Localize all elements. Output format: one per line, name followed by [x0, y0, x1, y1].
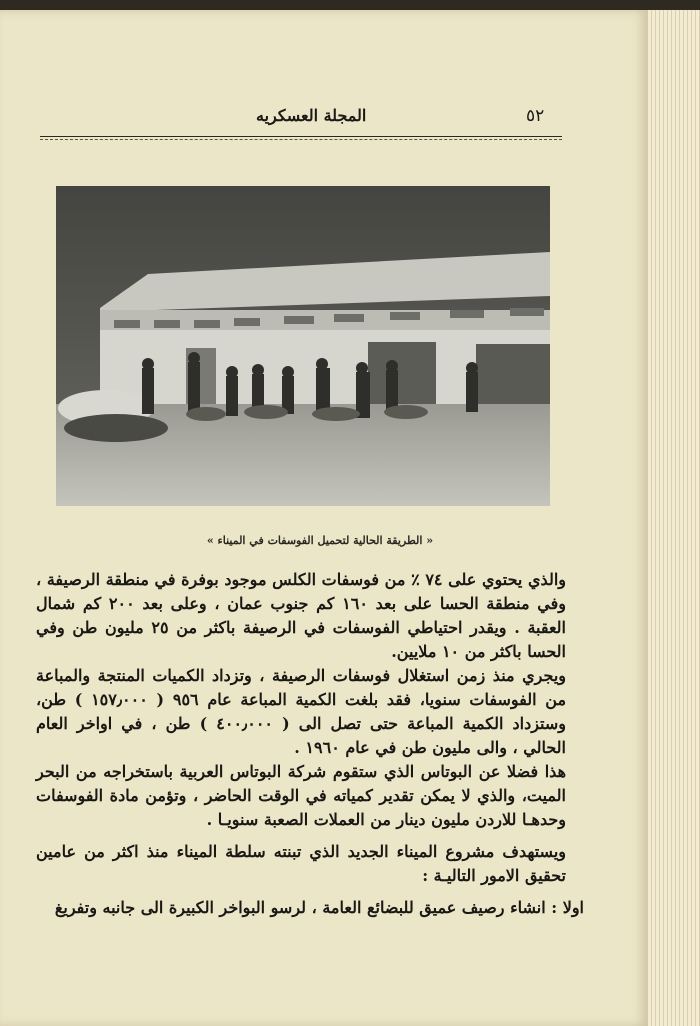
paragraph-first-goal: اولا : انشاء رصيف عميق للبضائع العامة ، لرسو البواخر الكبيرة الى جانبه وتفريغ — [54, 898, 584, 917]
book-page-edges — [648, 10, 700, 1026]
paragraph-phosphate-deposits: والذي يحتوي على ٧٤ ٪ من فوسفات الكلس موجود بوفرة في منطقة الرصيفة ، وفي منطقة الحسا على بعد ١٦٠ كم جنوب عمان ، وعلى بعد ٢٠٠ كم شمال العقبة . ويقدر احتياطي الفوسفات في الرصيفة باكثر من ٢٥ مليون طن وفي الحسا باكثر من ١٠ ملايين. — [36, 570, 566, 661]
journal-title: المجلة العسكريه — [256, 106, 367, 125]
paragraph-port-project: ويستهدف مشروع الميناء الجديد الذي تبنته سلطة الميناء منذ اكثر من عامين تحقيق الامور التاليـة : — [36, 842, 566, 885]
paragraph-potash: هذا فضلا عن البوتاس الذي ستقوم شركة البوتاس العربية باستخراجه من البحر الميت، والذي لا يمكن تقدير كمياته في الوقت الحاضر ، وتؤمن مادة الفوسفات وحدهـا للاردن مليون دينار من العملات الصعبة سنويـا . — [36, 762, 566, 829]
header-rule-dashed — [40, 139, 562, 140]
paragraph-production: ويجري منذ زمن استغلال فوسفات الرصيفة ، وتزداد الكميات المنتجة والمباعة من الفوسفات سنويا، فقد بلغت الكمية المباعة عام ٩٥٦ ( ١٥٧٫٠٠٠ ) طن، وستزداد الكمية المباعة حتى تصل الى ( ٤٠٠٫٠٠٠ ) طن ، في اواخر العام الحالي ، والى مليون طن في عام ١٩٦٠ . — [36, 666, 567, 757]
warehouse-photo — [56, 186, 550, 506]
page-number: ٥٢ — [526, 106, 545, 126]
running-header — [40, 102, 562, 134]
article-body — [36, 568, 584, 920]
scan-top-edge — [0, 0, 700, 10]
photo-caption: « الطريقة الحالية لتحميل الفوسفات في الميناء » — [206, 534, 434, 547]
header-rule — [40, 136, 562, 137]
